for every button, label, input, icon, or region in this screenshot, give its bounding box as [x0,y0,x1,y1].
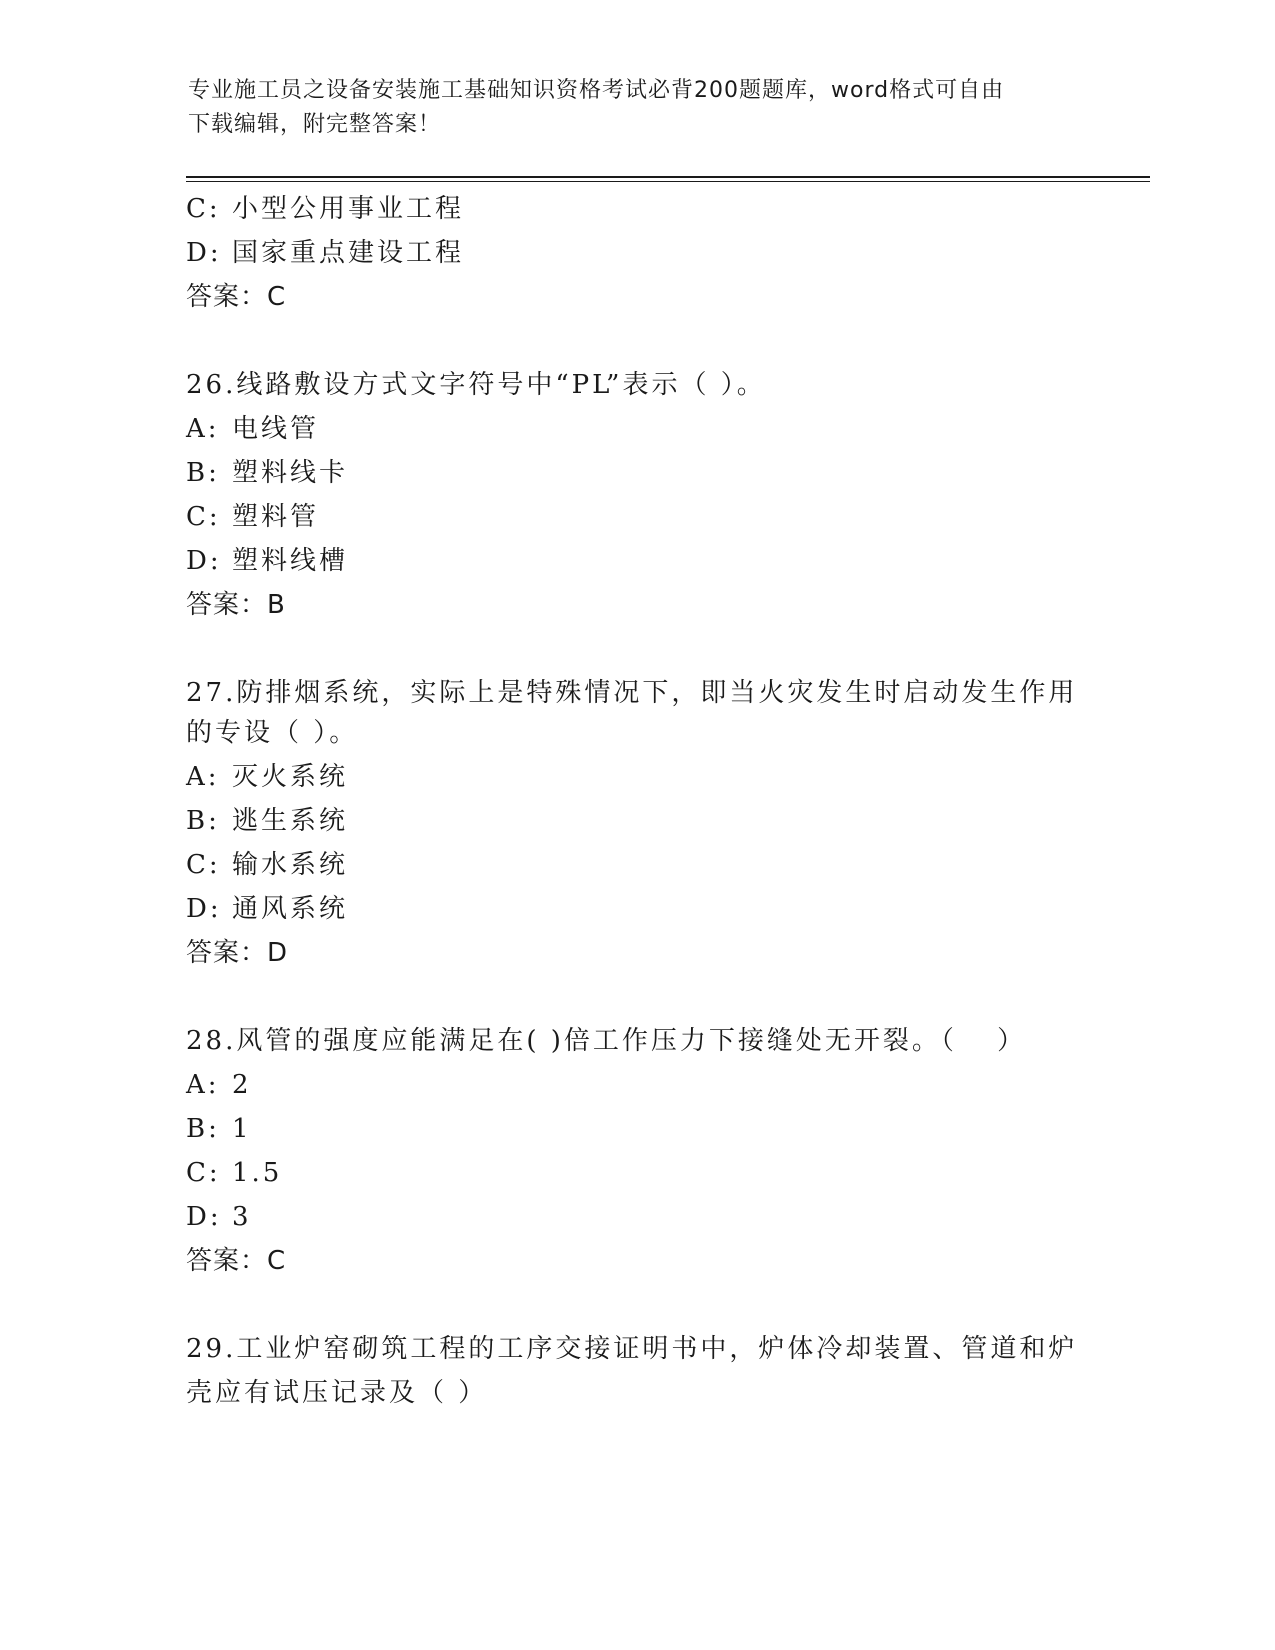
q26-option-d [186,544,348,578]
q26-option-a [186,412,319,446]
q29-stem-line-1: 29.工业炉窑砌筑工程的工序交接证明书中，炉体冷却装置、管道和炉 [186,1334,1078,1364]
q28-option-c [186,1156,282,1190]
option-text: 3 [232,1202,252,1232]
q26-stem: 26.线路敷设方式文字符号中“PL”表示（ ）。 [186,370,766,400]
header-rule-thick [186,176,1150,178]
option-text: 输水系统 [232,850,349,880]
option-letter: C: [186,1158,221,1188]
option-text: 电线管 [232,414,320,444]
q27-answer: 答案：D [186,938,289,968]
option-letter: A: [186,1070,220,1100]
option-letter: C: [186,194,221,224]
prev-option-c [186,192,464,226]
prev-answer: 答案：C [186,282,287,312]
header-rule-thin [186,181,1150,182]
option-text: 通风系统 [232,894,349,924]
q26-option-b [186,456,348,490]
document-header [188,74,1088,142]
header-line-1: 专业施工员之设备安装施工基础知识资格考试必背200题题库，word格式可自由 [188,78,1005,103]
option-text: 1 [232,1114,252,1144]
option-text: 塑料线槽 [232,546,349,576]
option-text: 国家重点建设工程 [232,238,465,268]
q27-option-c [186,848,348,882]
q28-stem: 28.风管的强度应能满足在( )倍工作压力下接缝处无开裂。（ ） [186,1026,1027,1056]
option-text: 2 [232,1070,252,1100]
prev-option-d [186,236,464,270]
option-text: 灭火系统 [232,762,349,792]
q26-answer: 答案：B [186,590,286,620]
q28-answer: 答案：C [186,1246,287,1276]
q27-option-a [186,760,348,794]
option-letter: B: [186,806,220,836]
option-letter: D: [186,546,222,576]
q29-stem-line-2: 壳应有试压记录及（ ） [186,1378,488,1408]
q28-option-b [186,1112,252,1146]
header-line-2: 下载编辑，附完整答案！ [188,112,442,137]
option-letter: B: [186,1114,220,1144]
q27-stem-line-2: 的专设（ ）。 [186,718,359,748]
option-letter: C: [186,502,221,532]
option-text: 1.5 [232,1158,283,1188]
option-letter: C: [186,850,221,880]
option-text: 塑料管 [232,502,320,532]
option-letter: A: [186,414,220,444]
q27-option-b [186,804,348,838]
q26-option-c [186,500,319,534]
q28-option-d [186,1200,252,1234]
option-letter: B: [186,458,220,488]
option-text: 小型公用事业工程 [232,194,465,224]
q27-option-d [186,892,348,926]
option-letter: D: [186,1202,222,1232]
option-letter: D: [186,238,222,268]
option-letter: A: [186,762,220,792]
q27-stem-line-1: 27.防排烟系统，实际上是特殊情况下，即当火灾发生时启动发生作用 [186,678,1078,708]
option-text: 逃生系统 [232,806,349,836]
q28-option-a [186,1068,252,1102]
option-letter: D: [186,894,222,924]
option-text: 塑料线卡 [232,458,349,488]
